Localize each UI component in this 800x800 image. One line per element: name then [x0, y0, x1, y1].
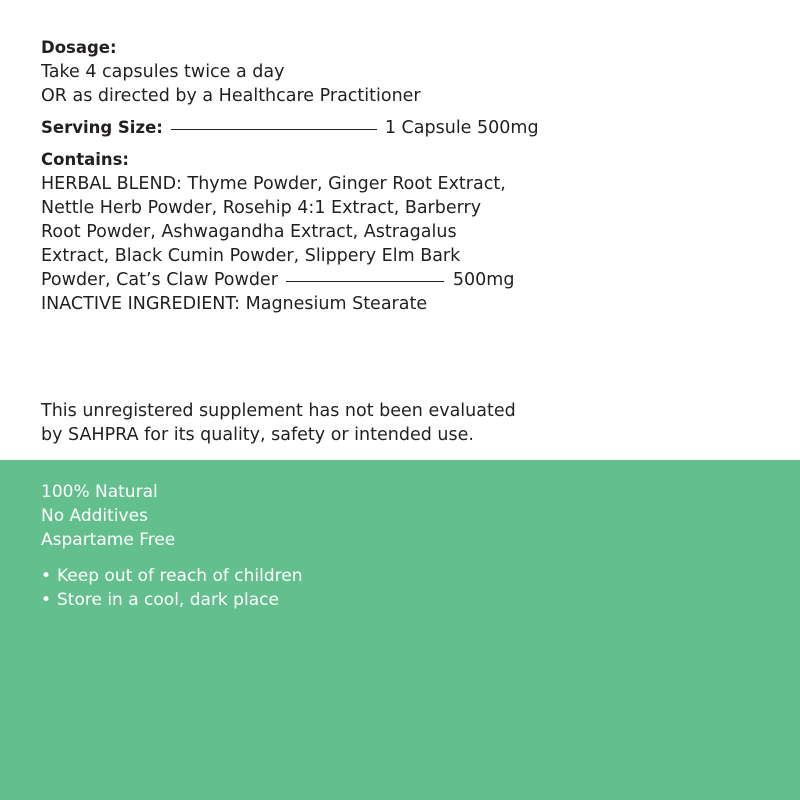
- inactive-ingredient: INACTIVE INGREDIENT: Magnesium Stearate: [41, 294, 428, 314]
- claim-aspartame-free: Aspartame Free: [41, 530, 176, 550]
- warning-item: [41, 564, 601, 588]
- disclaimer-line: by SAHPRA for its quality, safety or intended use.: [41, 425, 474, 445]
- dosage-alternative: OR as directed by a Healthcare Practitioner: [41, 86, 421, 106]
- herbal-blend-leader-line: [286, 281, 444, 282]
- herbal-blend-line: Powder, Cat’s Claw Powder: [41, 270, 278, 290]
- claims-panel: [0, 460, 800, 800]
- claim-natural: 100% Natural: [41, 482, 158, 502]
- serving-size-value: 1 Capsule 500mg: [384, 118, 539, 138]
- herbal-blend-last-row: [41, 268, 601, 292]
- herbal-blend-amount: 500mg: [452, 270, 515, 290]
- warning-item: [41, 588, 601, 612]
- bullet-icon: •: [41, 590, 52, 610]
- warning-text: Store in a cool, dark place: [57, 590, 279, 610]
- contains-heading: Contains:: [41, 150, 130, 169]
- disclaimer-line: This unregistered supplement has not been evaluated: [41, 401, 516, 421]
- warning-text: Keep out of reach of children: [57, 566, 303, 586]
- disclaimer-section: [41, 399, 601, 447]
- claim-no-additives: No Additives: [41, 506, 148, 526]
- warnings-list: [41, 564, 601, 612]
- herbal-blend-line: Nettle Herb Powder, Rosehip 4:1 Extract, Barberry: [41, 198, 482, 218]
- herbal-blend-line: HERBAL BLEND: Thyme Powder, Ginger Root Extract,: [41, 174, 506, 194]
- serving-size-section: [41, 116, 601, 140]
- bullet-icon: •: [41, 566, 52, 586]
- contains-section: [41, 148, 601, 316]
- serving-size-row: [41, 116, 601, 140]
- claims-content: [41, 480, 601, 612]
- dosage-instruction: Take 4 capsules twice a day: [41, 62, 285, 82]
- herbal-blend-line: Root Powder, Ashwagandha Extract, Astragalus: [41, 222, 457, 242]
- dosage-heading: Dosage:: [41, 38, 117, 57]
- herbal-blend-line: Extract, Black Cumin Powder, Slippery Elm Bark: [41, 246, 461, 266]
- dosage-section: [41, 36, 601, 108]
- serving-size-leader-line: [171, 129, 377, 130]
- serving-size-heading: Serving Size:: [41, 118, 163, 137]
